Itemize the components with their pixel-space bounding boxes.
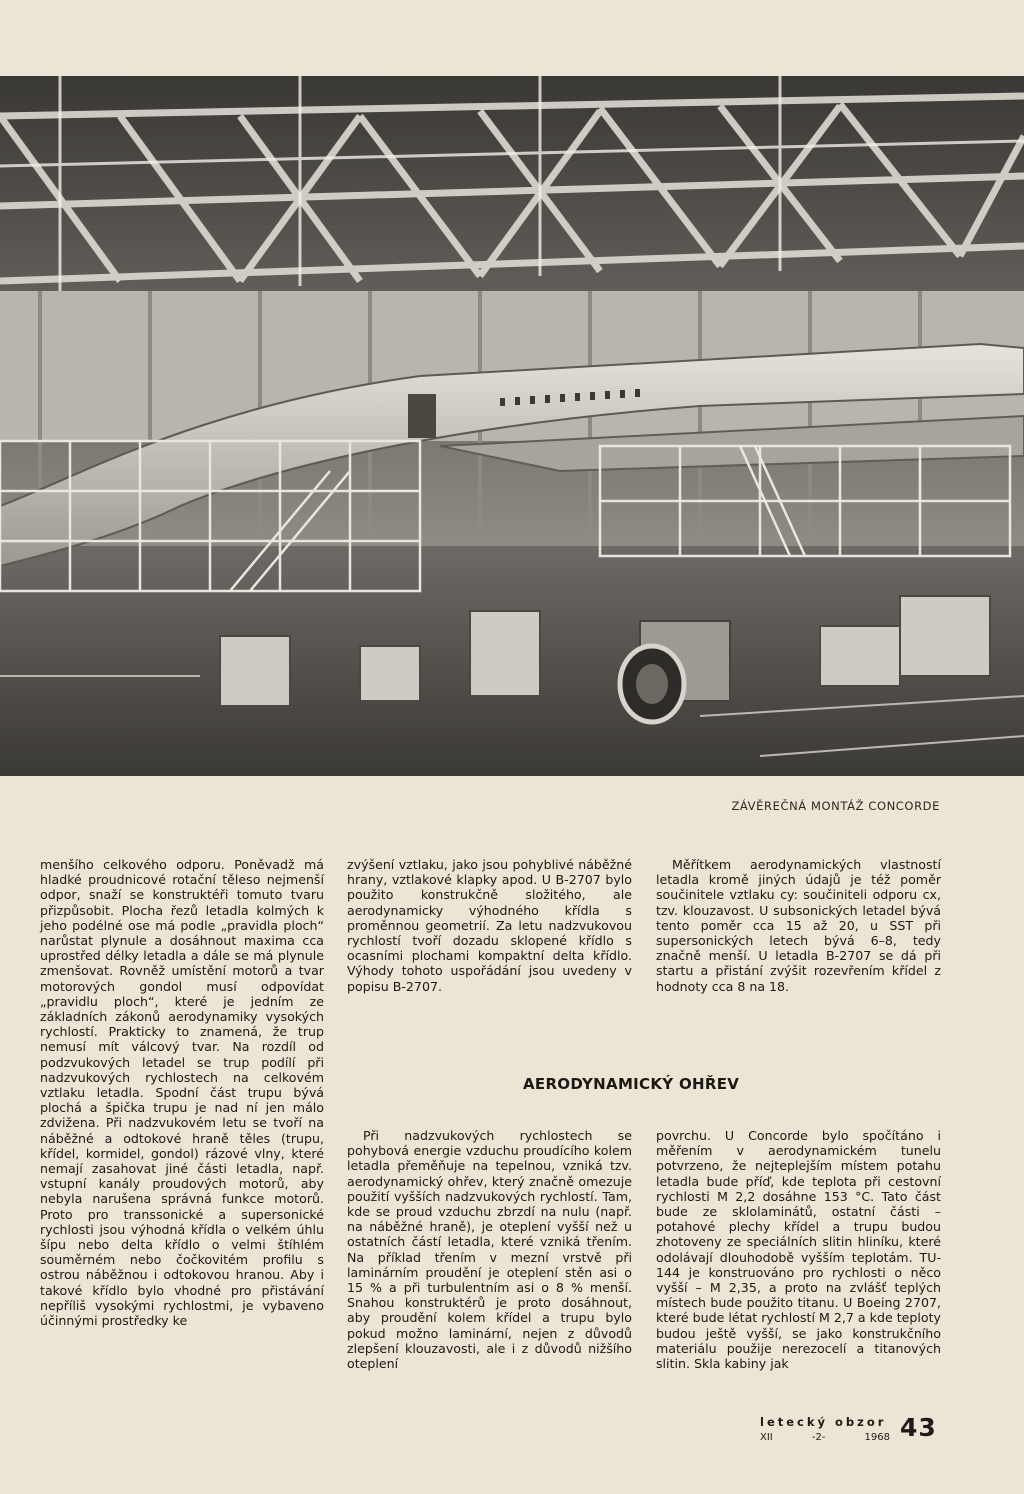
section-heading: AERODYNAMICKÝ OHŘEV bbox=[523, 1075, 740, 1093]
article-column-left bbox=[40, 857, 324, 1328]
volume-number: XII bbox=[760, 1432, 773, 1443]
photo-illustration bbox=[0, 76, 1024, 776]
paragraph: Měřítkem aerodynamických vlastností letadla kromě jiných údajů je též poměr součinitele vztlaku cy: součiniteli odporu cx, tzv. klouzavost. U subsonických letadel bývá tento poměr cca 15 až 20, u SST při supersonických letech bývá 6–8, tedy značně menší. U letadla B-2707 se dá při startu a přistání zvýšit rozevřením křídel z hodnoty cca 8 na 18. bbox=[656, 857, 941, 994]
issue-number: -2- bbox=[811, 1432, 826, 1443]
page-footer bbox=[760, 1413, 940, 1453]
paragraph: Při nadzvukových rychlostech se pohybová energie vzduchu proudícího kolem letadla přeměňuje na tepelnou, vzniká tzv. aerodynamický ohřev, který značně omezuje použití vyšších nadzvukových rychlostí. Tam, kde se proud vzduchu zbrzdí na nulu (např. na náběžné hraně), je oteplení vyšší než u ostatních částí letadla, které vzniká třením. Na příklad třením v mezní vrstvě při laminárním proudění je oteplení stěn asi o 15 % a při turbulentním asi o 8 % menší. Snahou konstruktérů je proto dosáhnout, aby proudění kolem křídel a trupu bylo pokud možno laminární, nejen z důvodů zlepšení klouzavosti, ale i z důvodů nižšího oteplení bbox=[347, 1128, 632, 1372]
paragraph: zvýšení vztlaku, jako jsou pohyblivé náběžné hrany, vztlakové klapky apod. U B-2707 bylo použito konstrukčně složitého, ale aerodynamicky výhodného křídla s proměnnou geometrií. Za letu nadzvukovou rychlostí tvoří dozadu sklopené křídlo s ocasními plochami kompaktní delta křídlo. Výhody tohoto uspořádání jsou uvedeny v popisu B-2707. bbox=[347, 857, 632, 994]
article-column-right-bottom bbox=[656, 1128, 941, 1371]
year: 1968 bbox=[864, 1432, 890, 1443]
article-column-middle-top bbox=[347, 857, 632, 994]
concorde-assembly-photo bbox=[0, 76, 1024, 776]
paragraph: menšího celkového odporu. Poněvadž má hladké proudnicové rotační těleso nejmenší odpor, snaží se konstruktéři tomuto tvaru přizpůsobit. Plocha řezů letadla kolmých k jeho podélné ose má podle „pravidla ploch“ narůstat plynule a dosáhnout maxima cca uprostřed délky letadla a dále se má plynule zmenšovat. Rovněž umístění motorů a tvar motorových gondol musí odpovídat „pravidlu ploch“, které je jedním ze základních zákonů aerodynamiky vysokých rychlostí. Prakticky to znamená, že trup nemusí mít válcový tvar. Na rozdíl od podzvukových letadel se trup podílí při nadzvukových rychlostech na celkovém vztlaku letadla. Spodní část trupu bývá plochá a špička trupu je nad ní jen málo zdvižena. Při nadzvukovém letu se tvoří na náběžné a odtokové hraně těles (trupu, křídel, kormidel, gondol) rázové vlny, které nemají zasahovat jiné části letadla, např. vstupní kanály proudových motorů, aby nebyla narušena správná funkce motorů. Proto pro transsonické a supersonické rychlosti jsou výhodná křídla o velkém úhlu šípu nebo delta křídlo o velmi štíhlém souměrném nebo čočkovitém profilu s ostrou náběžnou i odtokovou hranou. Aby i takové křídlo bylo vhodné pro přistávání nepříliš vysokými rychlostmi, je vybaveno účinnými prostředky ke bbox=[40, 857, 324, 1329]
article-column-middle-bottom bbox=[347, 1128, 632, 1371]
paragraph: povrchu. U Concorde bylo spočítáno i měřením v aerodynamickém tunelu potvrzeno, že nejteplejším místem potahu letadla bude příď, kde teplota při cestovní rychlosti M 2,2 dosáhne 153 °C. Tato část bude ze sklolaminátů, ostatní části – potahové plechy křídel a trupu budou zhotoveny ze speciálních slitin hliníku, které odolávají dlouhodobě vyšším teplotám. TU-144 je konstruováno pro rychlosti o něco vyšší – M 2,35, a proto na zvlášť teplých místech bude použito titanu. U Boeing 2707, které bude létat rychlostí M 2,7 a kde teploty budou ještě vyšší, se jako konstrukčního materiálu použije nerezocelí a titanových slitin. Skla kabiny jak bbox=[656, 1128, 941, 1372]
issue-info bbox=[760, 1432, 890, 1443]
magazine-name: letecký obzor bbox=[760, 1415, 887, 1429]
photo-caption: ZÁVĚREČNÁ MONTÁŽ CONCORDE bbox=[731, 799, 940, 813]
article-column-right-top bbox=[656, 857, 941, 994]
page-number: 43 bbox=[900, 1413, 937, 1442]
